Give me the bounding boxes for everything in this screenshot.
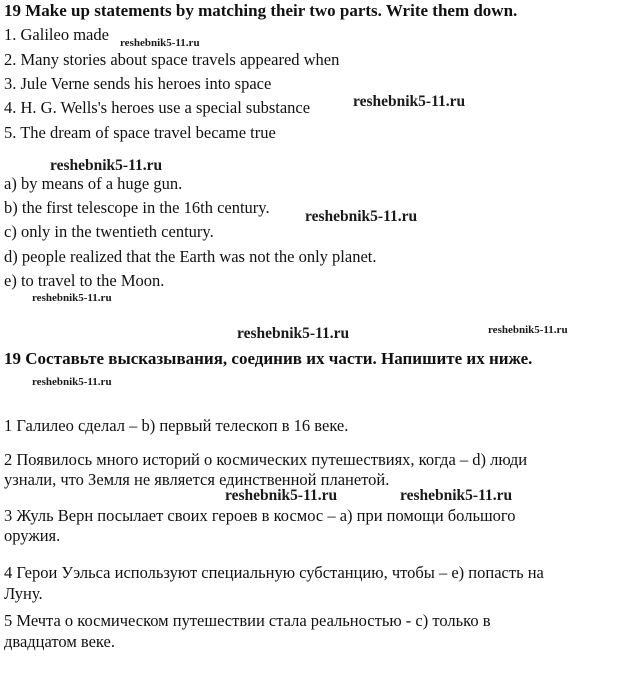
answer-5-line-1: 5 Мечта о космическом путешествии стала реальностью - с) только в	[4, 611, 491, 630]
answer-4-line-2: Луну.	[4, 584, 43, 603]
answer-4-line-1: 4 Герои Уэльса используют специальную субстанцию, чтобы – е) попасть на	[4, 563, 544, 582]
answer-2-line-1: 2 Появилось много историй о космических путешествиях, когда – d) люди	[4, 450, 528, 469]
watermark: reshebnik5-11.ru	[400, 487, 513, 504]
watermark: reshebnik5-11.ru	[225, 487, 338, 504]
watermark: reshebnik5-11.ru	[120, 37, 200, 49]
ending-e: e) to travel to the Moon.	[4, 271, 165, 290]
answer-3-line-1: 3 Жуль Верн посылает своих героев в космос – а) при помощи большого	[4, 506, 516, 525]
watermark: reshebnik5-11.ru	[32, 376, 112, 388]
part-3: 3. Jule Verne sends his heroes into space	[4, 74, 272, 93]
part-4: 4. H. G. Wells's heroes use a special substance	[4, 98, 311, 117]
english-heading: 19 Make up statements by matching their two parts. Write them down.	[4, 1, 518, 20]
watermark: reshebnik5-11.ru	[237, 325, 350, 342]
ending-d: d) people realized that the Earth was not the only planet.	[4, 247, 377, 266]
watermark: reshebnik5-11.ru	[32, 292, 112, 304]
answer-2-line-2: узнали, что Земля не является единственной планетой.	[4, 470, 390, 489]
watermark: reshebnik5-11.ru	[488, 324, 568, 336]
ending-a: a) by means of a huge gun.	[4, 174, 183, 193]
watermark: reshebnik5-11.ru	[353, 93, 466, 110]
watermark: reshebnik5-11.ru	[305, 208, 418, 225]
part-2: 2. Many stories about space travels appeared when	[4, 50, 340, 69]
answer-1: 1 Галилео сделал – b) первый телескоп в 16 веке.	[4, 416, 349, 435]
watermark: reshebnik5-11.ru	[50, 157, 163, 174]
ending-c: c) only in the twentieth century.	[4, 222, 214, 241]
part-1: 1. Galileo made	[4, 25, 109, 44]
part-5: 5. The dream of space travel became true	[4, 123, 276, 142]
answer-5-line-2: двадцатом веке.	[4, 632, 115, 651]
russian-heading: 19 Составьте высказывания, соединив их части. Напишите их ниже.	[4, 349, 533, 368]
ending-b: b) the first telescope in the 16th century.	[4, 198, 270, 217]
answer-3-line-2: оружия.	[4, 526, 61, 545]
